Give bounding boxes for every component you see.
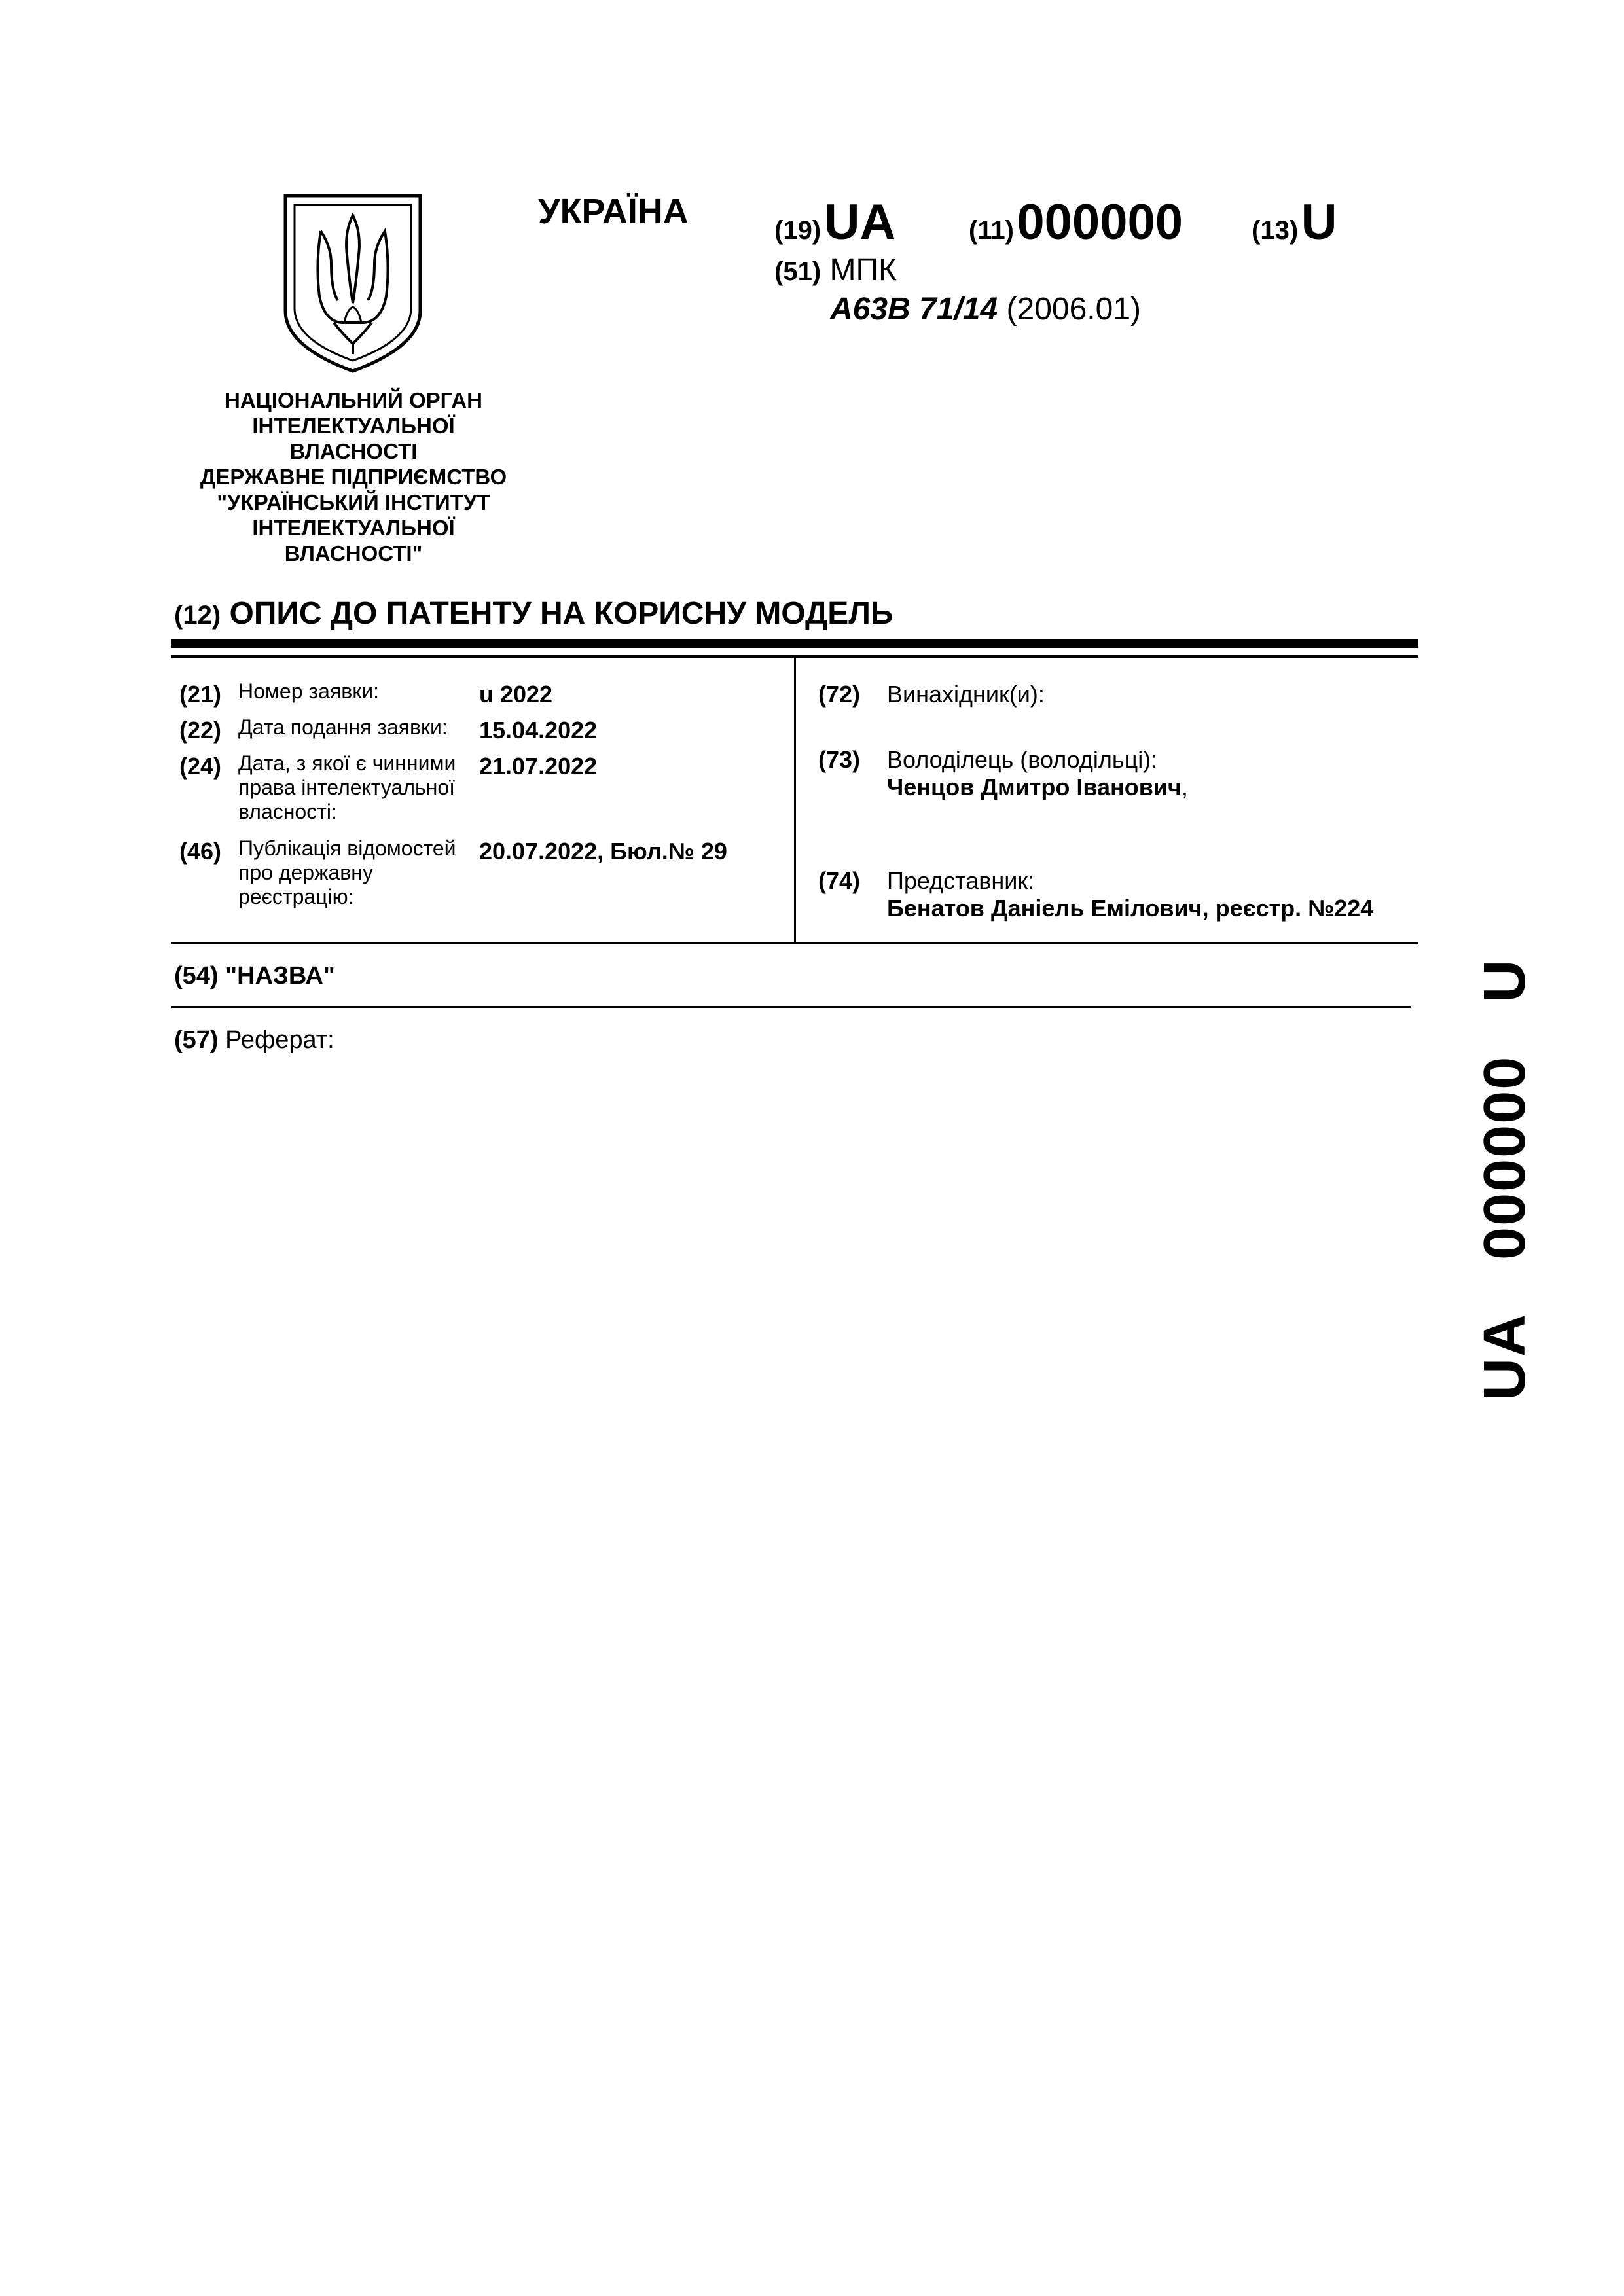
field-label-line: про державну (238, 861, 373, 884)
kind-code (1252, 194, 1337, 251)
inid-code: (19) (774, 216, 821, 245)
document-type (174, 596, 893, 632)
inid-code: (57) (174, 1026, 219, 1054)
field-label-line: права інтелектуальної (238, 776, 456, 799)
rights-date: 21.07.2022 (479, 753, 598, 780)
application-number: u 2022 (479, 681, 553, 708)
document-type-text: ОПИС ДО ПАТЕНТУ НА КОРИСНУ МОДЕЛЬ (229, 596, 893, 631)
field-label-line: Дата подання заявки: (238, 715, 448, 739)
field-code-46: (46) (179, 838, 222, 865)
invention-title-text: "НАЗВА" (225, 962, 335, 990)
agency-line: "УКРАЇНСЬКИЙ ІНСТИТУТ (217, 490, 490, 514)
ipc-version: (2006.01) (1006, 292, 1141, 327)
field-label-line: власності: (238, 800, 337, 823)
publication-date: 20.07.2022, Бюл.№ 29 (479, 838, 727, 865)
inid-code: (54) (174, 962, 219, 990)
representative-label: Представник: (887, 867, 1035, 894)
owner-label: Володілець (володільці): (887, 746, 1158, 773)
side-kind: U (1472, 958, 1538, 1003)
inid-code: (13) (1252, 216, 1299, 245)
patent-number-value: 000000 (1017, 194, 1183, 250)
trident-icon (281, 192, 424, 375)
abstract-label: Реферат: (225, 1026, 334, 1054)
field-label-line: Дата, з якої є чинними (238, 751, 456, 775)
ipc-label (774, 252, 897, 288)
agency-line: НАЦІОНАЛЬНИЙ ОРГАН (225, 388, 482, 412)
field-label-line: Номер заявки: (238, 679, 379, 703)
abstract (174, 1026, 334, 1054)
table-bottom-divider (171, 942, 1418, 944)
field-code-24: (24) (179, 753, 222, 780)
field-label-line: Публікація відомостей (238, 836, 456, 860)
side-country: UA (1472, 1313, 1538, 1401)
country-code-value: UA (823, 194, 896, 250)
owner (887, 774, 1188, 801)
inid-code: (51) (774, 257, 821, 286)
inid-code: (11) (969, 216, 1014, 245)
filing-date: 15.04.2022 (479, 717, 598, 744)
field-code-21: (21) (179, 681, 222, 708)
side-patent-mark (1471, 959, 1539, 1401)
agency-line: ІНТЕЛЕКТУАЛЬНОЇ (252, 414, 455, 438)
field-label-filing-date (238, 715, 474, 740)
title-divider (171, 1006, 1411, 1008)
field-code-22: (22) (179, 717, 222, 744)
field-code-74: (74) (818, 867, 861, 894)
ipc-classification (830, 291, 1141, 327)
inid-code: (12) (174, 601, 221, 630)
inventors-label: Винахідник(и): (887, 681, 1045, 708)
coat-of-arms-emblem (281, 192, 424, 375)
column-divider (794, 658, 796, 942)
representative-name: Бенатов Даніель Емілович, реєстр. №224 (887, 895, 1374, 922)
field-label-rights-date (238, 751, 474, 824)
owner-name: Ченцов Дмитро Іванович (887, 774, 1182, 800)
side-number: 000000 (1472, 1055, 1538, 1260)
thick-divider (171, 639, 1418, 648)
field-code-72: (72) (818, 681, 861, 708)
field-code-73: (73) (818, 746, 861, 773)
field-label-line: реєстрацію: (238, 885, 354, 908)
ipc-class: A63B 71/14 (830, 292, 998, 327)
field-label-publication (238, 836, 474, 909)
country-code (774, 194, 895, 251)
kind-code-value: U (1301, 194, 1337, 250)
patent-number (969, 194, 1183, 251)
invention-title (174, 962, 335, 990)
owner-suffix: , (1181, 774, 1188, 800)
agency-line: ДЕРЖАВНЕ ПІДПРИЄМСТВО (200, 465, 507, 489)
agency-name (177, 387, 530, 566)
agency-line: ІНТЕЛЕКТУАЛЬНОЇ (252, 516, 455, 540)
agency-line: ВЛАСНОСТІ (289, 439, 418, 463)
field-label-application-number (238, 679, 474, 704)
country-name: УКРАЇНА (538, 192, 689, 231)
agency-line: ВЛАСНОСТІ" (284, 541, 423, 565)
ipc-label-text: МПК (829, 253, 897, 287)
